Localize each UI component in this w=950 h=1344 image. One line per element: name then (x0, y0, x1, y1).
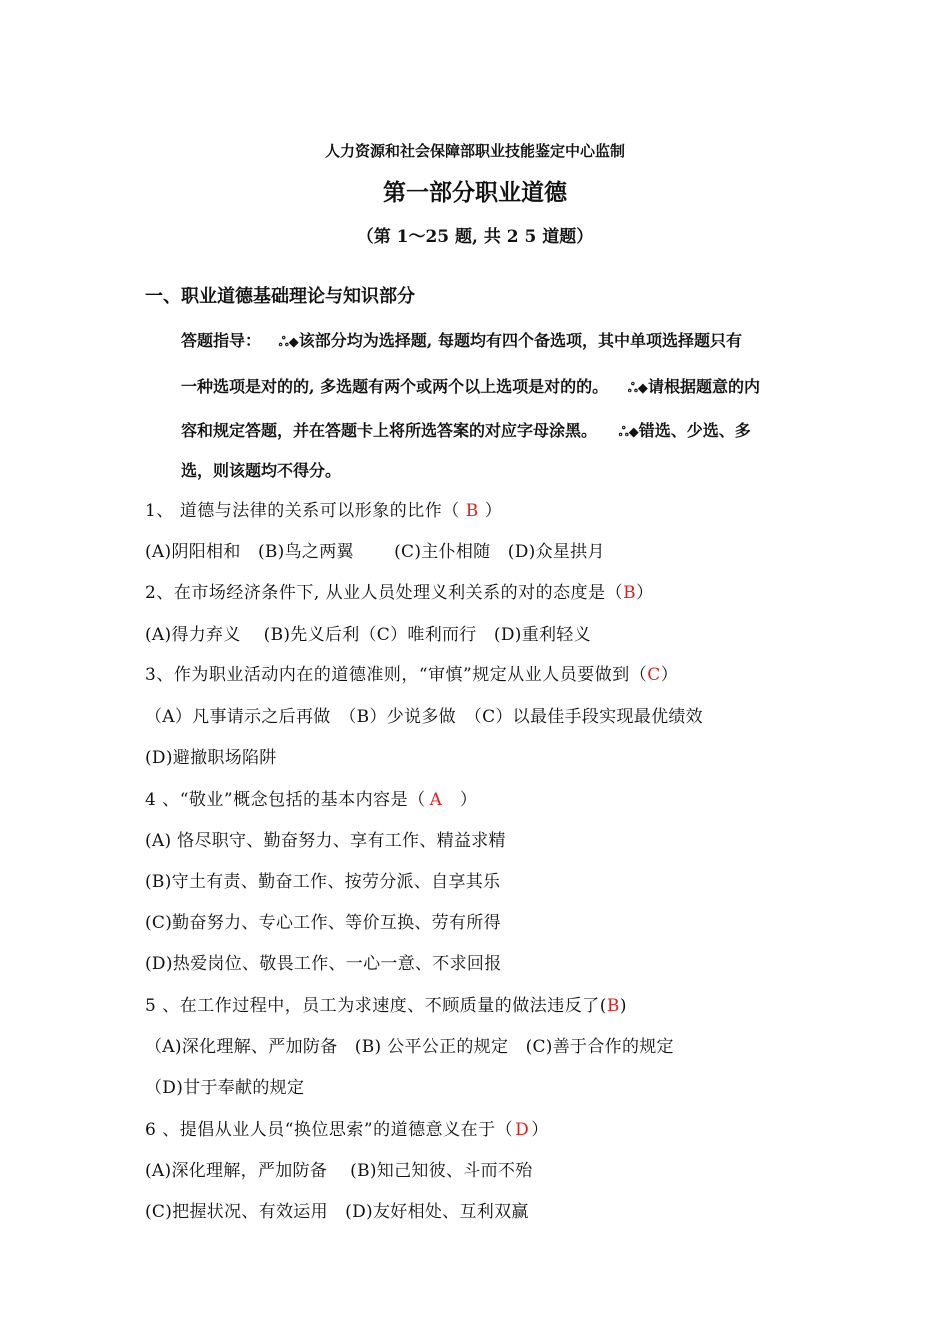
section-title: 一、职业道德基础理论与知识部分 (145, 286, 415, 307)
guide-text-2a: 一种选项是对的的, 多选题有两个或两个以上选项是对的的。 (181, 377, 609, 396)
answer-mark: B (623, 583, 637, 603)
answer-mark: B (606, 996, 620, 1016)
question-stem (145, 496, 502, 521)
stem-text: 2、在市场经济条件下, 从业人员处理义利关系的对的态度是（ (145, 583, 624, 603)
stem-text: 1、 道德与法律的关系可以形象的比作（ (145, 501, 460, 521)
guide-text-2b: 请根据题意的内 (647, 377, 760, 396)
guide-text-3b: 错选、少选、多 (638, 421, 751, 440)
question-options: （A)深化理解、严加防备 (B) 公平公正的规定 (C)善于合作的规定 (145, 1037, 674, 1057)
answer-mark: B (465, 501, 479, 521)
question-options: (A) 恪尽职守、勤奋努力、享有工作、精益求精 (145, 831, 506, 851)
bullet-icon: ஃ◆ (627, 381, 648, 396)
stem-text: 5 、在工作过程中，员工为求速度、不顾质量的做法违反了( (145, 996, 607, 1016)
question-options: (D)避撤职场陷阱 (145, 748, 277, 768)
guide-label: 答题指导： (181, 331, 262, 350)
question-stem (145, 578, 654, 603)
stem-text: ） (442, 790, 478, 810)
guide-text-3a: 容和规定答题，并在答题卡上将所选答案的对应字母涂黑。 (181, 421, 598, 440)
stem-text: ） (531, 1120, 549, 1140)
guide-line-2 (181, 374, 760, 397)
guide-line-1 (181, 328, 742, 351)
question-options: (B)守土有责、勤奋工作、按劳分派、自享其乐 (145, 872, 501, 892)
stem-text: ) (619, 996, 627, 1016)
answer-mark: D (515, 1120, 530, 1140)
guide-text-1: 该部分均为选择题, 每题均有四个备选项，其中单项选择题只有 (298, 331, 742, 350)
question-range: （第 1～25 题, 共 2 5 道题） (356, 227, 594, 247)
guide-line-4: 选，则该题均不得分。 (181, 461, 342, 480)
bullet-icon: ஃ◆ (278, 335, 299, 350)
guide-line-3 (181, 418, 751, 441)
answer-mark: A (429, 790, 443, 810)
question-options: (D)热爱岗位、敬畏工作、一心一意、不求回报 (145, 954, 502, 974)
bullet-icon: ஃ◆ (618, 425, 639, 440)
stem-text: 3、作为职业活动内在的道德准则，“审慎”规定从业人员要做到（ (145, 665, 648, 685)
stem-text: ） (484, 501, 503, 521)
question-stem (145, 991, 627, 1016)
question-stem (145, 1115, 549, 1140)
question-options: （D)甘于奉献的规定 (145, 1078, 305, 1098)
answer-mark: C (647, 665, 661, 685)
question-stem (145, 660, 678, 685)
question-stem (145, 785, 477, 810)
question-options: (C)把握状况、有效运用 (D)友好相处、互利双赢 (145, 1202, 529, 1222)
part-title: 第一部分职业道德 (383, 179, 567, 206)
stem-text: 6 、提倡从业人员“换位思索”的道德意义在于（ (145, 1120, 514, 1140)
stem-text: 4 、“敬业”概念包括的基本内容是（ (145, 790, 426, 810)
question-options: (A)阴阳相和 (B)鸟之两翼 (C)主仆相随 (D)众星拱月 (145, 542, 605, 562)
question-options: (A)深化理解，严加防备 (B)知己知彼、斗而不殆 (145, 1161, 533, 1181)
question-options: (A)得力弃义 (B)先义后利（C）唯利而行 (D)重利轻义 (145, 625, 591, 645)
supervisor-line: 人力资源和社会保障部职业技能鉴定中心监制 (324, 142, 625, 160)
question-options: （A）凡事请示之后再做 （B）少说多做 （C）以最佳手段实现最优绩效 (145, 707, 703, 727)
question-options: (C)勤奋努力、专心工作、等价互换、劳有所得 (145, 913, 501, 933)
stem-text: ） (660, 665, 679, 685)
stem-text: ） (636, 583, 654, 603)
